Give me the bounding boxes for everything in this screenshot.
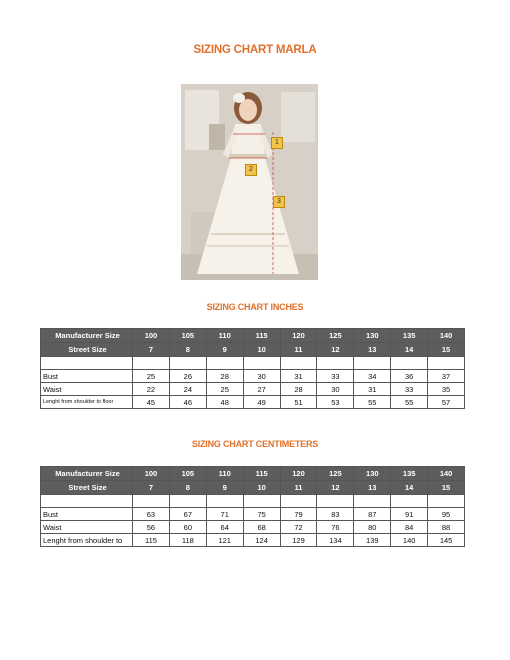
measurement-value: 51 bbox=[280, 396, 317, 409]
manufacturer-size-cell: 135 bbox=[391, 329, 428, 343]
measurement-row bbox=[41, 534, 465, 547]
measurement-value: 33 bbox=[317, 370, 354, 383]
measurement-value: 134 bbox=[317, 534, 354, 547]
street-size-row bbox=[41, 343, 465, 357]
street-size-cell: 14 bbox=[391, 343, 428, 357]
measurement-value: 60 bbox=[169, 521, 206, 534]
measurement-row bbox=[41, 383, 465, 396]
street-size-cell: 10 bbox=[243, 343, 280, 357]
street-size-cell: 9 bbox=[206, 343, 243, 357]
measurement-row bbox=[41, 370, 465, 383]
street-size-cell: 10 bbox=[243, 481, 280, 495]
empty-cell bbox=[354, 357, 391, 370]
manufacturer-size-cell: 135 bbox=[391, 467, 428, 481]
empty-cell bbox=[317, 495, 354, 508]
centimeters-table bbox=[40, 466, 465, 547]
street-size-cell: 8 bbox=[169, 481, 206, 495]
empty-cell bbox=[41, 495, 133, 508]
measurement-value: 46 bbox=[169, 396, 206, 409]
measurement-value: 55 bbox=[391, 396, 428, 409]
measurement-value: 121 bbox=[206, 534, 243, 547]
manufacturer-size-cell: 120 bbox=[280, 467, 317, 481]
measurement-value: 56 bbox=[133, 521, 170, 534]
measurement-value: 31 bbox=[354, 383, 391, 396]
measurement-value: 26 bbox=[169, 370, 206, 383]
measurement-value: 35 bbox=[428, 383, 465, 396]
manufacturer-size-label: Manufacturer Size bbox=[41, 329, 133, 343]
measurement-value: 124 bbox=[243, 534, 280, 547]
measurement-value: 25 bbox=[206, 383, 243, 396]
empty-cell bbox=[243, 495, 280, 508]
manufacturer-size-cell: 140 bbox=[428, 467, 465, 481]
measurement-value: 68 bbox=[243, 521, 280, 534]
centimeters-title: SIZING CHART CENTIMETERS bbox=[191, 439, 319, 449]
street-size-cell: 11 bbox=[280, 481, 317, 495]
street-size-label: Street Size bbox=[41, 481, 133, 495]
street-size-label: Street Size bbox=[41, 343, 133, 357]
street-size-cell: 8 bbox=[169, 343, 206, 357]
manufacturer-size-cell: 105 bbox=[169, 329, 206, 343]
street-size-cell: 12 bbox=[317, 481, 354, 495]
measurement-value: 79 bbox=[280, 508, 317, 521]
measurement-value: 84 bbox=[391, 521, 428, 534]
measurement-value: 49 bbox=[243, 396, 280, 409]
measurement-value: 27 bbox=[243, 383, 280, 396]
street-size-row bbox=[41, 481, 465, 495]
manufacturer-size-cell: 110 bbox=[206, 329, 243, 343]
measurement-value: 33 bbox=[391, 383, 428, 396]
measurement-value: 31 bbox=[280, 370, 317, 383]
measurement-value: 36 bbox=[391, 370, 428, 383]
measurement-row bbox=[41, 396, 465, 409]
manufacturer-size-cell: 115 bbox=[243, 329, 280, 343]
measurement-value: 30 bbox=[317, 383, 354, 396]
manufacturer-size-cell: 130 bbox=[354, 329, 391, 343]
street-size-cell: 7 bbox=[133, 481, 170, 495]
measurement-value: 139 bbox=[354, 534, 391, 547]
street-size-cell: 9 bbox=[206, 481, 243, 495]
measurement-value: 71 bbox=[206, 508, 243, 521]
spacer-row bbox=[41, 357, 465, 370]
manufacturer-size-cell: 125 bbox=[317, 329, 354, 343]
empty-cell bbox=[280, 357, 317, 370]
empty-cell bbox=[428, 357, 465, 370]
measurement-value: 22 bbox=[133, 383, 170, 396]
street-size-cell: 14 bbox=[391, 481, 428, 495]
empty-cell bbox=[428, 495, 465, 508]
inches-title: SIZING CHART INCHES bbox=[206, 302, 304, 312]
empty-cell bbox=[243, 357, 280, 370]
measurement-value: 24 bbox=[169, 383, 206, 396]
manufacturer-size-cell: 100 bbox=[133, 467, 170, 481]
measurement-label: Waist bbox=[41, 383, 133, 396]
street-size-cell: 15 bbox=[428, 343, 465, 357]
dress-photo bbox=[181, 84, 318, 280]
measurement-value: 25 bbox=[133, 370, 170, 383]
measurement-value: 28 bbox=[206, 370, 243, 383]
empty-cell bbox=[133, 357, 170, 370]
manufacturer-size-cell: 100 bbox=[133, 329, 170, 343]
measurement-value: 30 bbox=[243, 370, 280, 383]
measurement-value: 115 bbox=[133, 534, 170, 547]
manufacturer-size-cell: 140 bbox=[428, 329, 465, 343]
measurement-value: 80 bbox=[354, 521, 391, 534]
measurement-label: Waist bbox=[41, 521, 133, 534]
empty-cell bbox=[169, 357, 206, 370]
manufacturer-size-row bbox=[41, 467, 465, 481]
measurement-value: 140 bbox=[391, 534, 428, 547]
manufacturer-size-row bbox=[41, 329, 465, 343]
empty-cell bbox=[354, 495, 391, 508]
measurement-label: Bust bbox=[41, 508, 133, 521]
measurement-value: 48 bbox=[206, 396, 243, 409]
measurement-value: 63 bbox=[133, 508, 170, 521]
measurement-row bbox=[41, 508, 465, 521]
empty-cell bbox=[280, 495, 317, 508]
manufacturer-size-cell: 125 bbox=[317, 467, 354, 481]
empty-cell bbox=[169, 495, 206, 508]
measurement-value: 28 bbox=[280, 383, 317, 396]
manufacturer-size-label: Manufacturer Size bbox=[41, 467, 133, 481]
measurement-value: 91 bbox=[391, 508, 428, 521]
street-size-cell: 13 bbox=[354, 343, 391, 357]
street-size-cell: 13 bbox=[354, 481, 391, 495]
measurement-value: 87 bbox=[354, 508, 391, 521]
measurement-value: 55 bbox=[354, 396, 391, 409]
street-size-cell: 7 bbox=[133, 343, 170, 357]
measurement-value: 75 bbox=[243, 508, 280, 521]
marker-1: 1 bbox=[271, 137, 283, 149]
measurement-label: Lenght from shoulder to floor bbox=[41, 396, 133, 409]
marker-3: 3 bbox=[273, 196, 285, 208]
inches-table bbox=[40, 328, 465, 409]
street-size-cell: 11 bbox=[280, 343, 317, 357]
empty-cell bbox=[206, 495, 243, 508]
manufacturer-size-cell: 115 bbox=[243, 467, 280, 481]
measurement-value: 145 bbox=[428, 534, 465, 547]
empty-cell bbox=[41, 357, 133, 370]
measurement-label: Lenght from shoulder to bbox=[41, 534, 133, 547]
manufacturer-size-cell: 110 bbox=[206, 467, 243, 481]
marker-2: 2 bbox=[245, 164, 257, 176]
street-size-cell: 12 bbox=[317, 343, 354, 357]
street-size-cell: 15 bbox=[428, 481, 465, 495]
measurement-value: 129 bbox=[280, 534, 317, 547]
measurement-value: 45 bbox=[133, 396, 170, 409]
measurement-value: 72 bbox=[280, 521, 317, 534]
measurement-value: 64 bbox=[206, 521, 243, 534]
empty-cell bbox=[391, 357, 428, 370]
measurement-value: 118 bbox=[169, 534, 206, 547]
spacer-row bbox=[41, 495, 465, 508]
manufacturer-size-cell: 105 bbox=[169, 467, 206, 481]
measurement-value: 37 bbox=[428, 370, 465, 383]
measurement-row bbox=[41, 521, 465, 534]
measurement-value: 34 bbox=[354, 370, 391, 383]
manufacturer-size-cell: 120 bbox=[280, 329, 317, 343]
measurement-value: 76 bbox=[317, 521, 354, 534]
manufacturer-size-cell: 130 bbox=[354, 467, 391, 481]
page-title: SIZING CHART MARLA bbox=[193, 44, 317, 56]
empty-cell bbox=[391, 495, 428, 508]
measurement-value: 88 bbox=[428, 521, 465, 534]
measurement-value: 67 bbox=[169, 508, 206, 521]
measurement-value: 95 bbox=[428, 508, 465, 521]
measurement-value: 53 bbox=[317, 396, 354, 409]
empty-cell bbox=[317, 357, 354, 370]
measurement-value: 83 bbox=[317, 508, 354, 521]
empty-cell bbox=[206, 357, 243, 370]
measurement-label: Bust bbox=[41, 370, 133, 383]
measurement-value: 57 bbox=[428, 396, 465, 409]
empty-cell bbox=[133, 495, 170, 508]
